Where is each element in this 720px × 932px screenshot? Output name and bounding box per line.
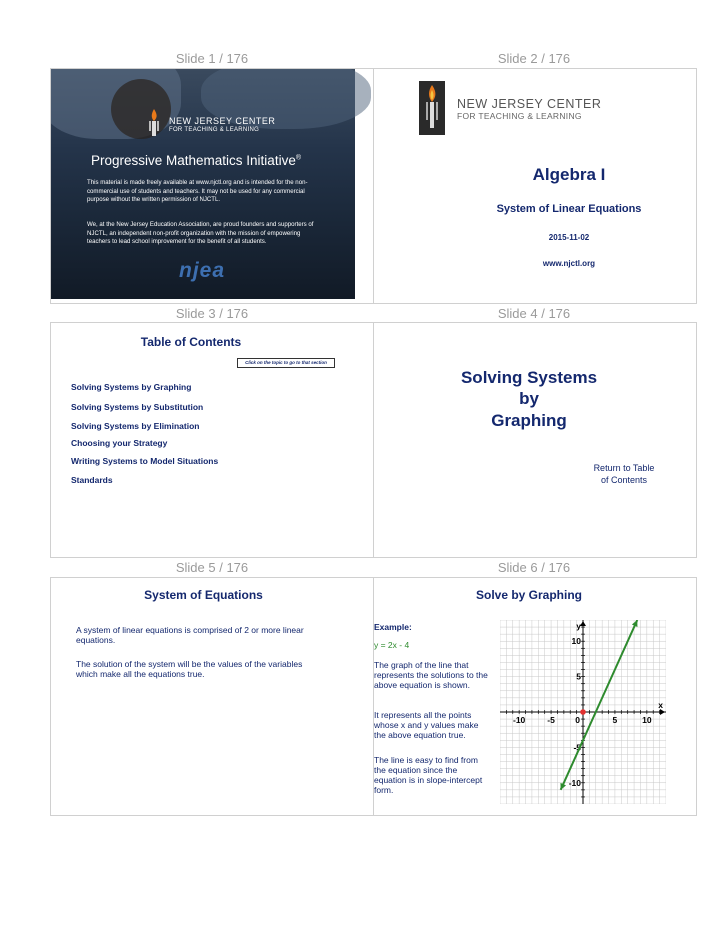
toc-title: Table of Contents bbox=[140, 335, 242, 349]
toc-link-strategy[interactable]: Choosing your Strategy bbox=[71, 438, 168, 448]
deck-date: 2015-11-02 bbox=[548, 233, 590, 242]
slide-title: Solve by Graphing bbox=[475, 588, 583, 602]
toc-link-substitution[interactable]: Solving Systems by Substitution bbox=[71, 402, 204, 412]
intro-paragraph: This material is made freely available at www.njctl.org and is intended for the non-commercial use of students and teachers. It may not be used for any commercial purpose without the written permission of NJCTL. bbox=[87, 179, 308, 203]
x-tick-label: 10 bbox=[642, 715, 652, 725]
deck-subtitle: System of Linear Equations bbox=[496, 203, 642, 215]
section-title-line-3: Graphing bbox=[491, 411, 567, 430]
njea-paragraph: We, at the New Jersey Education Association, are proud founders and supporters of NJCTL, an independent non-profit organization with the mission of empowering teachers to lead school improvement for the benefit of all students. bbox=[87, 221, 314, 245]
y-tick-label: -10 bbox=[568, 777, 581, 788]
y-axis-label: y bbox=[576, 621, 581, 631]
toc-link-elimination[interactable]: Solving Systems by Elimination bbox=[71, 421, 200, 431]
slide-label: Slide 1 / 176 bbox=[175, 51, 249, 66]
torch-icon bbox=[424, 85, 440, 131]
cover-photo bbox=[51, 69, 355, 299]
toc-link-graphing[interactable]: Solving Systems by Graphing bbox=[71, 382, 192, 392]
toc-link-standards[interactable]: Standards bbox=[71, 475, 113, 485]
y-tick-label: 5 bbox=[576, 671, 581, 682]
deck-url[interactable]: www.njctl.org bbox=[542, 259, 596, 268]
section-title-line-2: by bbox=[519, 389, 539, 408]
y-tick-label: -5 bbox=[573, 742, 581, 753]
slide-label: Slide 3 / 176 bbox=[175, 306, 249, 321]
njea-logo: njea bbox=[179, 259, 226, 282]
logo-line-2: FOR TEACHING & LEARNING bbox=[457, 111, 582, 121]
y-tick-label: 10 bbox=[571, 636, 581, 647]
explanation-1: The graph of the line that represents the solutions to the above equation is shown. bbox=[374, 660, 488, 690]
x-tick-label: -5 bbox=[547, 715, 555, 725]
slide-label: Slide 4 / 176 bbox=[497, 306, 571, 321]
slide-5[interactable] bbox=[50, 577, 374, 816]
logo-line-1: NEW JERSEY CENTER bbox=[169, 116, 276, 126]
slide-4[interactable] bbox=[373, 322, 697, 558]
origin-label: 0 bbox=[575, 715, 580, 725]
explanation-3: The line is easy to find from the equation since the equation is in slope-intercept form. bbox=[374, 755, 483, 795]
initiative-title: Progressive Mathematics Initiative® bbox=[91, 153, 301, 168]
slide-title: System of Equations bbox=[144, 588, 263, 602]
equation-text: y = 2x - 4 bbox=[374, 640, 410, 650]
slide-2[interactable] bbox=[373, 68, 697, 304]
logo-line-2: FOR TEACHING & LEARNING bbox=[169, 127, 260, 133]
definition-paragraph: A system of linear equations is comprised of 2 or more linear equations. bbox=[76, 625, 304, 645]
return-link-line-2[interactable]: of Contents bbox=[600, 475, 648, 485]
slide-label: Slide 2 / 176 bbox=[497, 51, 571, 66]
slide-label: Slide 6 / 176 bbox=[497, 560, 571, 575]
return-link-line-1[interactable]: Return to Table bbox=[593, 463, 655, 473]
explanation-2: It represents all the points whose x and y values make the above equation true. bbox=[374, 710, 479, 740]
slide-6[interactable] bbox=[373, 577, 697, 816]
example-label: Example: bbox=[374, 622, 412, 632]
slide-3[interactable] bbox=[50, 322, 374, 558]
toc-link-model[interactable]: Writing Systems to Model Situations bbox=[71, 456, 219, 466]
njctl-logo-box bbox=[419, 81, 445, 135]
slide-1[interactable] bbox=[50, 68, 374, 304]
deck-title: Algebra I bbox=[532, 165, 606, 184]
toc-hint-box: Click on the topic to go to that section bbox=[237, 358, 335, 368]
section-title-line-1: Solving Systems bbox=[460, 368, 598, 387]
x-tick-label: -10 bbox=[513, 715, 526, 725]
highlight-point bbox=[580, 709, 586, 715]
x-tick-label: 5 bbox=[612, 715, 618, 725]
slide-label: Slide 5 / 176 bbox=[175, 560, 249, 575]
njctl-torch-logo bbox=[147, 109, 161, 137]
x-axis-label: x bbox=[658, 700, 663, 710]
logo-line-1: NEW JERSEY CENTER bbox=[457, 97, 602, 111]
coordinate-graph bbox=[500, 620, 666, 804]
solution-paragraph: The solution of the system will be the values of the variables which make all the equations true. bbox=[76, 659, 303, 679]
